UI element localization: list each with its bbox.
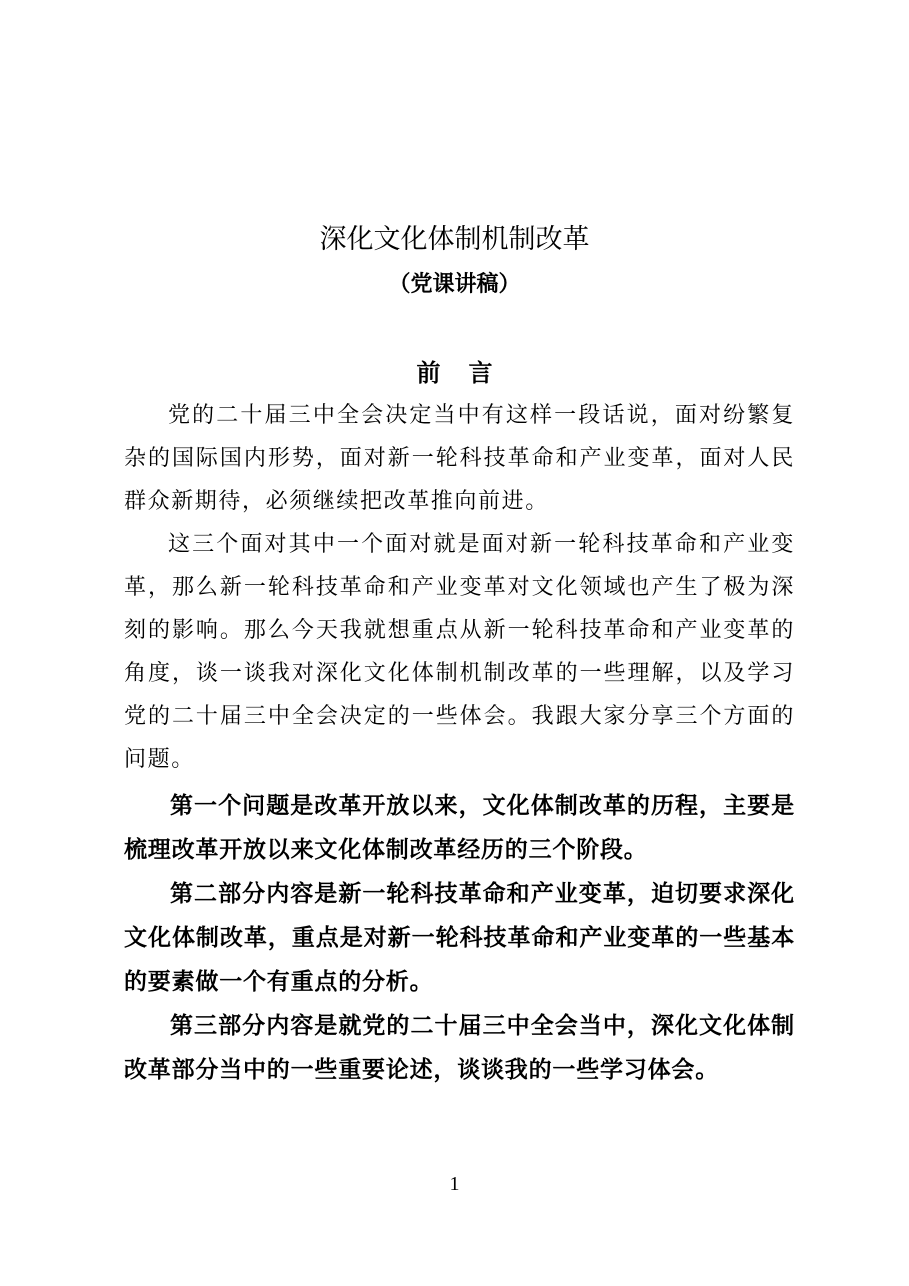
paragraph: 这三个面对其中一个面对就是面对新一轮科技革命和产业变革，那么新一轮科技革命和产业变革对文化领域也产生了极为深刻的影响。那么今天我就想重点从新一轮科技革命和产业变革的角度，谈一谈我对深化文化体制机制改革的一些理解，以及学习党的二十届三中全会决定的一些体会。我跟大家分享三个方面的问题。: [124, 532, 795, 772]
outline-point: 第二部分内容是新一轮科技革命和产业变革，迫切要求深化文化体制改革，重点是对新一轮科技革命和产业变革的一些基本的要素做一个有重点的分析。: [124, 880, 795, 995]
outline-points: [124, 784, 795, 1092]
outline-point: 第一个问题是改革开放以来，文化体制改革的历程，主要是梳理改革开放以来文化体制改革经历的三个阶段。: [124, 792, 795, 863]
document-title: 深化文化体制机制改革: [319, 224, 590, 255]
page-number: 1: [449, 1173, 460, 1195]
outline-point: 第三部分内容是就党的二十届三中全会当中，深化文化体制改革部分当中的一些重要论述，谈谈我的一些学习体会。: [124, 1012, 795, 1083]
document-subtitle: （党课讲稿）: [388, 271, 521, 297]
body-text: [124, 394, 795, 781]
section-heading: 前言: [416, 358, 521, 387]
paragraph: 党的二十届三中全会决定当中有这样一段话说，面对纷繁复杂的国际国内形势，面对新一轮科技革命和产业变革，面对人民群众新期待，必须继续把改革推向前进。: [124, 403, 795, 514]
